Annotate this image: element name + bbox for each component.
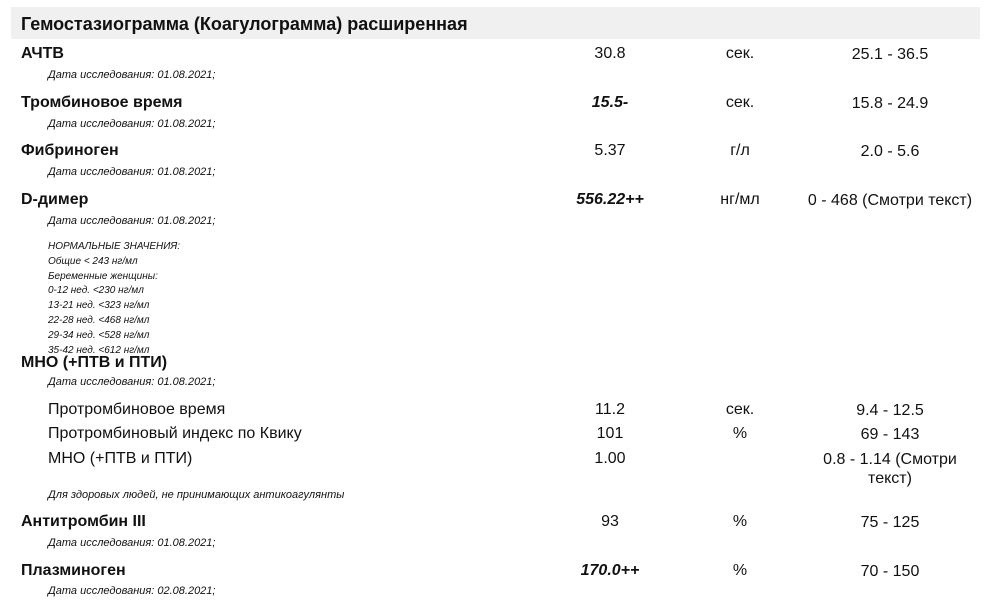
note-line: 0-12 нед. <230 нг/мл bbox=[48, 285, 144, 297]
subtest-name-prothrombin-time: Протромбиновое время bbox=[48, 401, 226, 418]
test-value-aptt: 30.8 bbox=[594, 45, 626, 62]
test-value-d-dimer: 556.22++ bbox=[576, 191, 644, 208]
note-line: 22-28 нед. <468 нг/мл bbox=[48, 314, 150, 326]
note-line: Общие < 243 нг/мл bbox=[48, 255, 138, 267]
note-line: Беременные женщины: bbox=[48, 270, 158, 282]
subtest-value-quick-index: 101 bbox=[596, 425, 624, 442]
test-name-inr-group: МНО (+ПТВ и ПТИ) bbox=[21, 354, 168, 371]
test-date-fibrinogen: Дата исследования: 01.08.2021; bbox=[48, 166, 216, 178]
test-name-aptt: АЧТВ bbox=[21, 45, 64, 62]
test-ref-d-dimer: 0 - 468 (Смотри текст) bbox=[807, 192, 973, 209]
note-line: 35-42 нед. <612 нг/мл bbox=[48, 344, 150, 356]
test-name-fibrinogen: Фибриноген bbox=[21, 142, 119, 159]
section-title: Гемостазиограмма (Коагулограмма) расширенная bbox=[21, 14, 468, 34]
test-unit-fibrinogen: г/л bbox=[730, 142, 750, 159]
test-value-fibrinogen: 5.37 bbox=[594, 142, 626, 159]
test-unit-aptt: сек. bbox=[725, 45, 755, 62]
subtest-unit-prothrombin-time: сек. bbox=[725, 401, 755, 418]
test-unit-thrombin-time: сек. bbox=[725, 94, 755, 111]
subtest-value-inr: 1.00 bbox=[594, 450, 626, 467]
subtest-name-inr: МНО (+ПТВ и ПТИ) bbox=[48, 450, 193, 467]
test-date-plasminogen: Дата исследования: 02.08.2021; bbox=[48, 585, 216, 597]
subtest-value-prothrombin-time: 11.2 bbox=[595, 401, 625, 418]
test-ref-fibrinogen: 2.0 - 5.6 bbox=[860, 143, 920, 160]
test-date-inr-group: Дата исследования: 01.08.2021; bbox=[48, 376, 216, 388]
test-unit-d-dimer: нг/мл bbox=[720, 191, 760, 208]
test-date-antithrombin: Дата исследования: 01.08.2021; bbox=[48, 537, 216, 549]
test-name-thrombin-time: Тромбиновое время bbox=[21, 94, 183, 111]
test-date-aptt: Дата исследования: 01.08.2021; bbox=[48, 69, 216, 81]
note-line: 29-34 нед. <528 нг/мл bbox=[48, 329, 150, 341]
section-header bbox=[11, 7, 980, 39]
test-value-plasminogen: 170.0++ bbox=[580, 562, 640, 579]
note-line: НОРМАЛЬНЫЕ ЗНАЧЕНИЯ: bbox=[48, 241, 180, 252]
test-unit-antithrombin: % bbox=[732, 513, 748, 530]
test-ref-aptt: 25.1 - 36.5 bbox=[851, 46, 929, 63]
subtest-unit-quick-index: % bbox=[732, 425, 748, 442]
test-name-d-dimer: D-димер bbox=[21, 191, 89, 208]
test-name-plasminogen: Плазминоген bbox=[21, 562, 126, 579]
test-ref-plasminogen: 70 - 150 bbox=[860, 563, 920, 580]
note-line: 13-21 нед. <323 нг/мл bbox=[48, 300, 150, 312]
subtest-ref-prothrombin-time: 9.4 - 12.5 bbox=[856, 402, 924, 419]
test-unit-plasminogen: % bbox=[732, 562, 748, 579]
test-name-antithrombin: Антитромбин III bbox=[21, 513, 146, 530]
test-value-antithrombin: 93 bbox=[601, 513, 619, 530]
subtest-name-quick-index: Протромбиновый индекс по Квику bbox=[48, 425, 302, 442]
test-value-thrombin-time: 15.5- bbox=[591, 94, 629, 111]
test-date-d-dimer: Дата исследования: 01.08.2021; bbox=[48, 215, 216, 227]
subtest-ref-quick-index: 69 - 143 bbox=[860, 426, 920, 443]
test-ref-antithrombin: 75 - 125 bbox=[860, 514, 920, 531]
d-dimer-reference-note bbox=[48, 240, 180, 358]
test-ref-thrombin-time: 15.8 - 24.9 bbox=[851, 95, 929, 112]
inr-note: Для здоровых людей, не принимающих антикоагулянты bbox=[48, 489, 345, 501]
subtest-ref-inr: 0.8 - 1.14 (Смотри текст) bbox=[823, 451, 957, 487]
test-date-thrombin-time: Дата исследования: 01.08.2021; bbox=[48, 118, 216, 130]
